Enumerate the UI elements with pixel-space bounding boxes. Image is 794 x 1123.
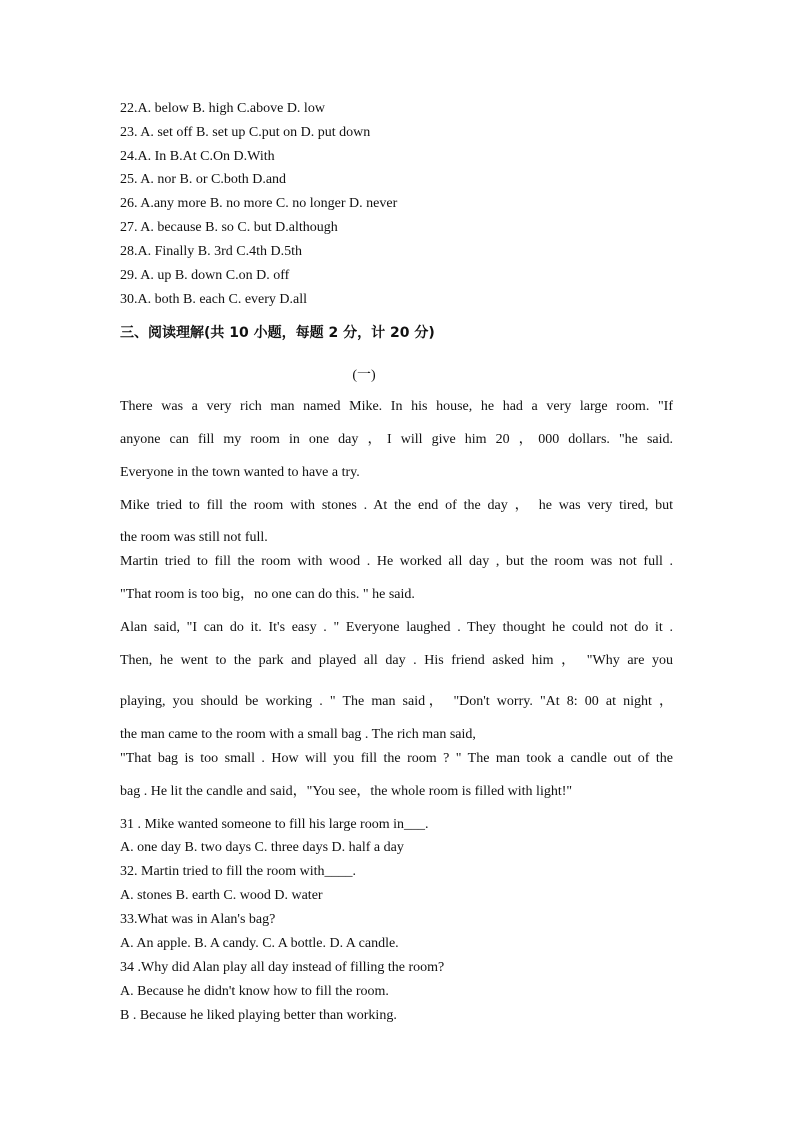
passage-line: "That bag is too small . How will you fill the room ? " The man took a candle out of the <box>120 751 673 766</box>
option-line-28: 28.A. Finally B. 3rd C.4th D.5th <box>120 244 303 259</box>
passage-line: Martin tried to fill the room with wood . He worked all day , but the room was not full . <box>120 554 673 569</box>
question-34: 34 .Why did Alan play all day instead of filling the room? <box>120 960 445 975</box>
passage-line: Then, he went to the park and played all day . His friend asked him ， "Why are you <box>120 653 673 668</box>
option-line-29: 29. A. up B. down C.on D. off <box>120 268 290 283</box>
passage-line: "That room is too big，no one can do this. " he said. <box>120 587 415 602</box>
option-line-24: 24.A. In B.At C.On D.With <box>120 149 275 164</box>
question-32: 32. Martin tried to fill the room with____. <box>120 864 357 879</box>
passage-line: the man came to the room with a small bag . The rich man said, <box>120 727 476 742</box>
section-title: 三、阅读理解(共 10 小题，每题 2 分，计 20 分) <box>120 325 435 341</box>
passage-line: anyone can fill my room in one day ，I will give him 20 ，000 dollars. "he said. <box>120 432 673 447</box>
passage-line: playing, you should be working . " The man said， "Don't worry. "At 8: 00 at night ， <box>120 694 673 709</box>
passage-line: Alan said, "I can do it. It's easy . " Everyone laughed . They thought he could not do it . <box>120 620 673 635</box>
passage-line: Mike tried to fill the room with stones . At the end of the day ， he was very tired, but <box>120 498 673 513</box>
passage-title: (一) <box>352 368 376 383</box>
option-line-27: 27. A. because B. so C. but D.although <box>120 220 338 235</box>
passage-line: There was a very rich man named Mike. In his house, he had a very large room. "If <box>120 399 673 414</box>
passage-line: the room was still not full. <box>120 530 268 545</box>
option-line-22: 22.A. below B. high C.above D. low <box>120 101 325 116</box>
option-line-25: 25. A. nor B. or C.both D.and <box>120 172 287 187</box>
question-31-options: A. one day B. two days C. three days D. half a day <box>120 840 404 855</box>
passage-line: Everyone in the town wanted to have a try. <box>120 465 360 480</box>
option-line-30: 30.A. both B. each C. every D.all <box>120 292 308 307</box>
question-32-options: A. stones B. earth C. wood D. water <box>120 888 323 903</box>
option-line-26: 26. A.any more B. no more C. no longer D. never <box>120 196 398 211</box>
question-34-option-a: A. Because he didn't know how to fill the room. <box>120 984 389 999</box>
question-33: 33.What was in Alan's bag? <box>120 912 276 927</box>
option-line-23: 23. A. set off B. set up C.put on D. put down <box>120 125 371 140</box>
passage-line: bag . He lit the candle and said，"You see，the whole room is filled with light!" <box>120 784 573 799</box>
question-34-option-b: B . Because he liked playing better than working. <box>120 1008 397 1023</box>
question-33-options: A. An apple. B. A candy. C. A bottle. D. A candle. <box>120 936 399 951</box>
question-31: 31 . Mike wanted someone to fill his large room in___. <box>120 817 429 832</box>
